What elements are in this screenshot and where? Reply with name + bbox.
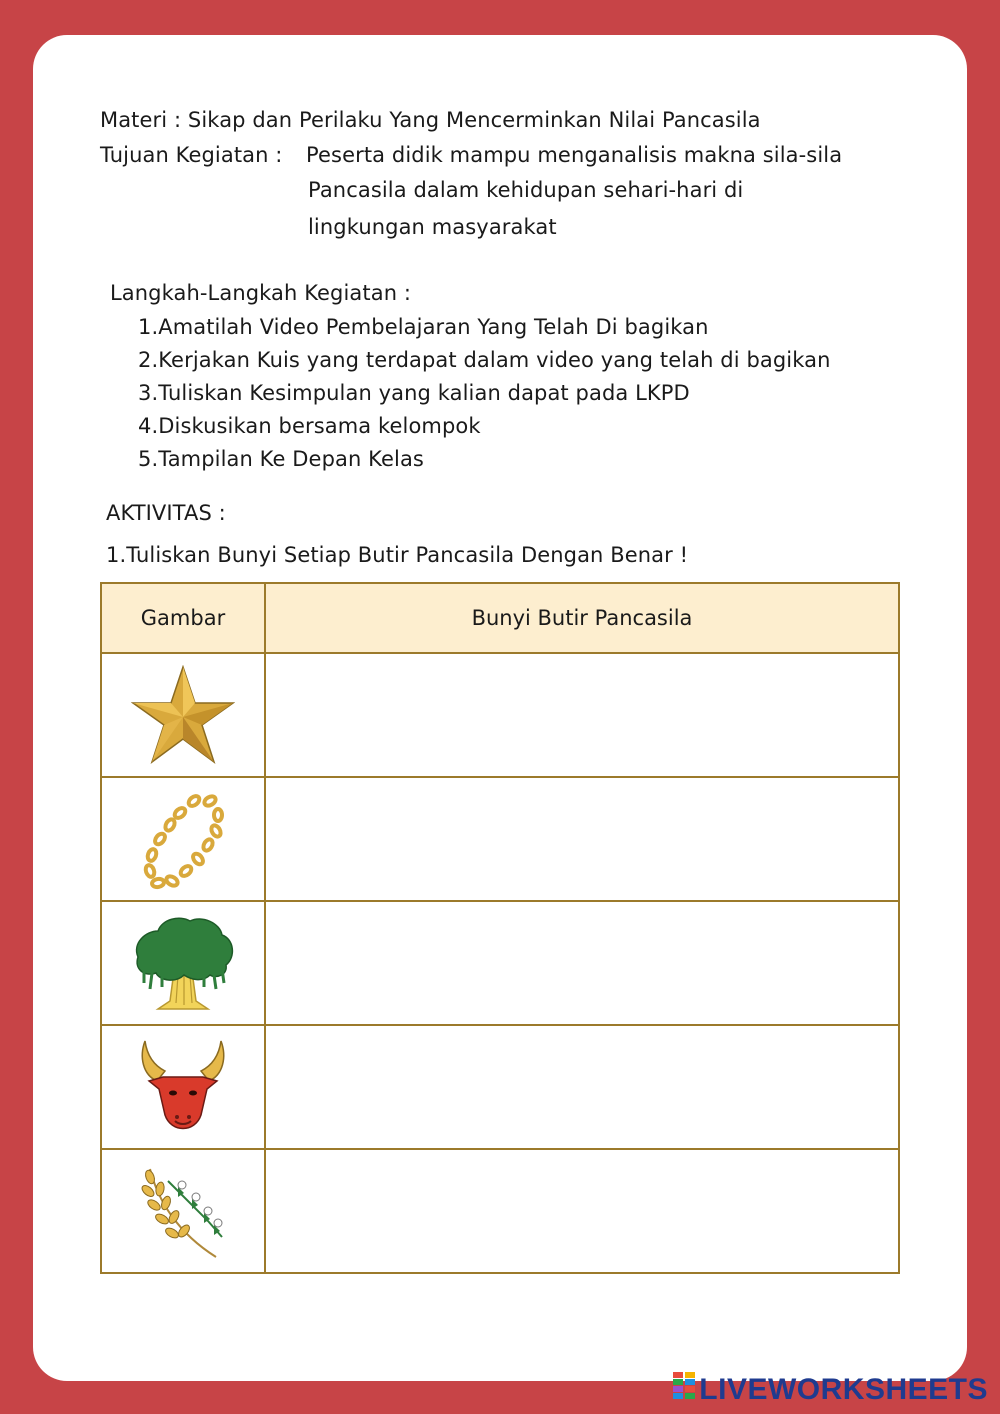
column-header-gambar: Gambar [101, 583, 265, 653]
bull-head-icon [135, 1037, 231, 1137]
image-cell [101, 653, 265, 777]
image-cell [101, 901, 265, 1025]
answer-cell[interactable] [265, 653, 899, 777]
step-item: 1.Amatilah Video Pembelajaran Yang Telah Di bagikan [138, 315, 709, 339]
liveworksheets-brand[interactable] [673, 1372, 988, 1408]
step-item: 3.Tuliskan Kesimpulan yang kalian dapat pada LKPD [138, 381, 690, 405]
step-item: 4.Diskusikan bersama kelompok [138, 414, 481, 438]
column-header-bunyi: Bunyi Butir Pancasila [265, 583, 899, 653]
image-cell [101, 777, 265, 901]
materi-text: Materi : Sikap dan Perilaku Yang Mencerminkan Nilai Pancasila [100, 108, 761, 132]
tujuan-line-3: lingkungan masyarakat [308, 215, 557, 239]
answer-cell[interactable] [265, 901, 899, 1025]
step-item: 2.Kerjakan Kuis yang terdapat dalam video yang telah di bagikan [138, 348, 831, 372]
chain-icon [138, 787, 228, 891]
step-item: 5.Tampilan Ke Depan Kelas [138, 447, 424, 471]
pancasila-table [100, 582, 900, 1274]
table-row [101, 653, 899, 777]
steps-title: Langkah-Langkah Kegiatan : [110, 281, 412, 305]
answer-cell[interactable] [265, 1025, 899, 1149]
brand-text: LIVEWORKSHEETS [699, 1373, 988, 1406]
table-row [101, 1025, 899, 1149]
tujuan-label: Tujuan Kegiatan : [100, 143, 283, 167]
table-row [101, 1149, 899, 1273]
activity-title: AKTIVITAS : [106, 501, 226, 525]
image-cell [101, 1025, 265, 1149]
table-row [101, 777, 899, 901]
liveworksheets-logo-icon [673, 1372, 695, 1408]
rice-cotton-icon [138, 1161, 228, 1261]
activity-question: 1.Tuliskan Bunyi Setiap Butir Pancasila Dengan Benar ! [106, 543, 689, 567]
answer-cell[interactable] [265, 777, 899, 901]
star-icon [131, 665, 235, 765]
banyan-tree-icon [130, 913, 236, 1013]
tujuan-line-2: Pancasila dalam kehidupan sehari-hari di [308, 178, 744, 202]
answer-cell[interactable] [265, 1149, 899, 1273]
table-row [101, 901, 899, 1025]
image-cell [101, 1149, 265, 1273]
tujuan-line-1: Peserta didik mampu menganalisis makna sila-sila [306, 143, 843, 167]
